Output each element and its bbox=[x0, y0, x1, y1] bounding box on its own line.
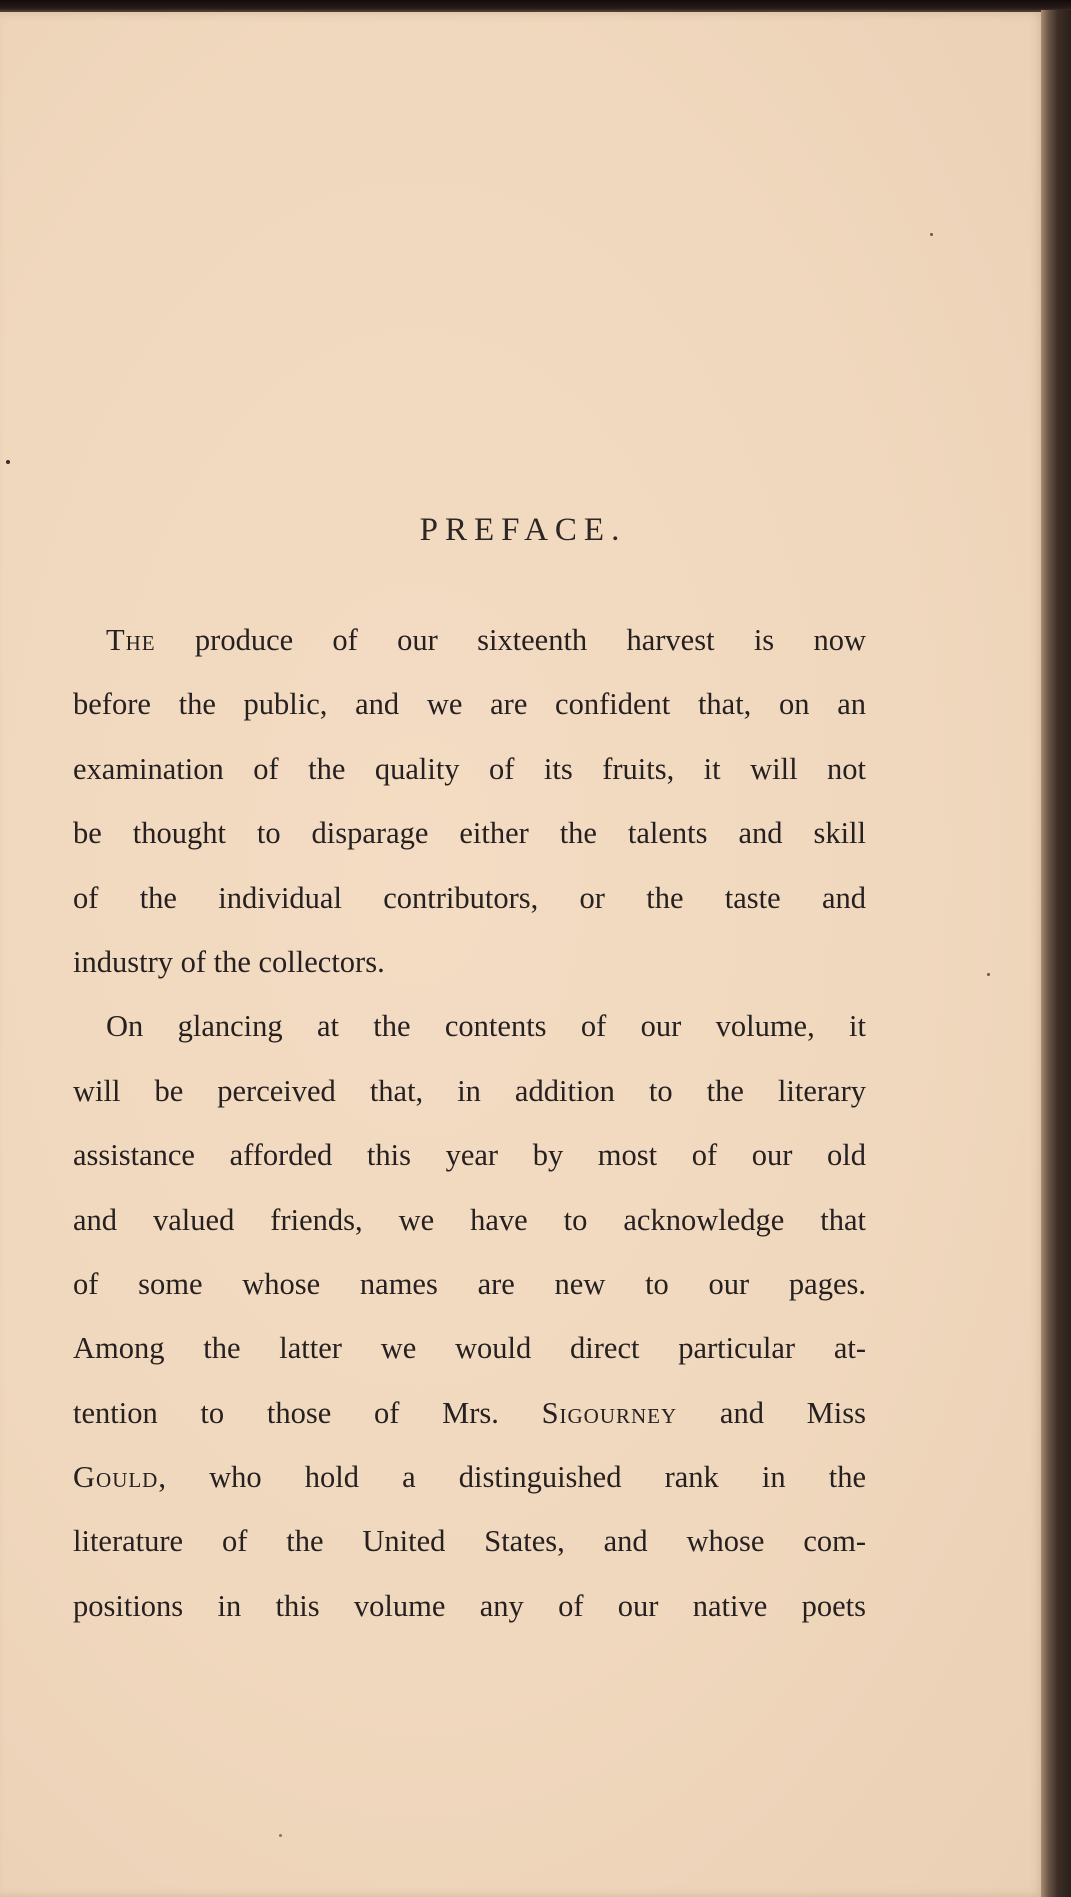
small-caps-word: The bbox=[106, 623, 156, 657]
text-line: positions in this volume any of our native poets bbox=[73, 1588, 866, 1623]
book-spine-edge bbox=[1041, 10, 1071, 1897]
text-line: tention to those of Mrs. Sigourney and Miss bbox=[73, 1395, 866, 1430]
small-caps-name: Sigourney bbox=[541, 1395, 678, 1430]
text-line: examination of the quality of its fruits, it will not bbox=[73, 751, 866, 786]
text-line: will be perceived that, in addition to the literary bbox=[73, 1073, 866, 1108]
preface-text bbox=[73, 608, 866, 1638]
text-line: Gould, who hold a distinguished rank in the bbox=[73, 1460, 866, 1495]
book-page bbox=[0, 12, 1046, 1897]
small-caps-name: Gould bbox=[73, 1460, 159, 1495]
text-line: Among the latter we would direct particular at- bbox=[73, 1331, 866, 1366]
ink-speck bbox=[987, 973, 990, 976]
text-line: literature of the United States, and whose com- bbox=[73, 1524, 866, 1559]
ink-speck bbox=[6, 460, 10, 464]
text-line: On glancing at the contents of our volume, it bbox=[106, 1009, 866, 1044]
text-line: be thought to disparage either the talents and skill bbox=[73, 816, 866, 851]
text-line: assistance afforded this year by most of our old bbox=[73, 1138, 866, 1173]
text-line: The produce of our sixteenth harvest is now bbox=[106, 623, 866, 657]
page-title: PREFACE. bbox=[419, 512, 627, 548]
text-line: of the individual contributors, or the taste and bbox=[73, 880, 866, 915]
ink-speck bbox=[279, 1834, 282, 1837]
ink-speck bbox=[930, 233, 933, 236]
text-line: and valued friends, we have to acknowledge that bbox=[73, 1202, 866, 1237]
text-line: industry of the collectors. bbox=[73, 944, 385, 979]
text-line: of some whose names are new to our pages. bbox=[73, 1266, 866, 1301]
text-line: before the public, and we are confident that, on an bbox=[73, 687, 866, 722]
